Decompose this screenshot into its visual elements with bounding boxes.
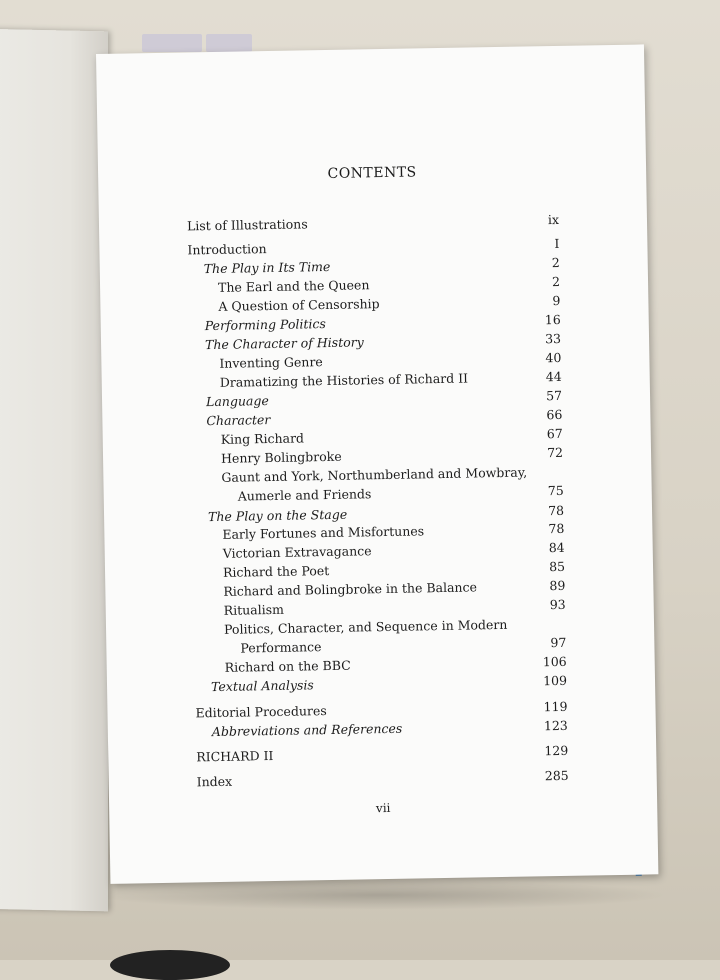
- toc-entry-title: Language: [205, 393, 269, 410]
- toc-entry-title: The Earl and the Queen: [217, 277, 370, 295]
- toc-entry-page: 33: [545, 330, 562, 347]
- toc-entry-page: 85: [548, 558, 566, 575]
- toc-entry-title: Ritualism: [223, 601, 285, 618]
- toc-entry-page: 57: [545, 387, 563, 404]
- toc-entry-title: Character: [206, 412, 271, 429]
- toc-entry-title: The Character of History: [204, 334, 364, 353]
- page-tab-marker: [142, 34, 202, 52]
- toc-entry-page: 75: [547, 482, 564, 499]
- toc-entry-page: 97: [550, 634, 567, 651]
- toc-entry-title: Index: [196, 773, 233, 790]
- toc-entry-title: Editorial Procedures: [195, 703, 327, 721]
- left-page-text: [0, 117, 10, 133]
- toc-entry-page: 84: [548, 539, 565, 556]
- toc-entry-title: Richard and Bolingbroke in the Balance: [223, 579, 478, 599]
- toc-entry-title: Inventing Genre: [219, 354, 323, 371]
- contents-page: [96, 44, 658, 883]
- toc-entry-title: Gaunt and York, Northumberland and Mowbray,: [221, 464, 528, 485]
- toc-entry-page: 119: [543, 698, 568, 715]
- toc-entry-title: RICHARD II: [196, 748, 274, 765]
- left-page-text: [0, 135, 10, 151]
- toc-entry-title: List of Illustrations: [186, 216, 308, 234]
- toc-entry-title: Richard on the BBC: [224, 657, 351, 675]
- toc-entry-title: Introduction: [187, 241, 267, 258]
- toc-entry-title: Textual Analysis: [210, 677, 314, 695]
- toc-entry-title: Aumerle and Friends: [237, 486, 372, 504]
- toc-entry: [99, 210, 647, 238]
- toc-entry-page: 67: [546, 425, 563, 442]
- toc-entry-title: Performing Politics: [204, 316, 326, 334]
- toc-entry-page: 2: [551, 254, 560, 271]
- toc-entry-title: The Play on the Stage: [207, 506, 348, 525]
- book-shadow: [90, 880, 670, 910]
- toc-entry-page: 44: [545, 368, 562, 385]
- toc-entry-title: Politics, Character, and Sequence in Modern: [223, 616, 508, 637]
- toc-entry-page: 78: [548, 502, 565, 519]
- toc-entry-page: 9: [552, 292, 561, 309]
- toc-entry-page: 93: [549, 596, 566, 613]
- page-tab-marker: [206, 34, 252, 52]
- toc-entry-page: 66: [546, 406, 563, 423]
- toc-entry-title: A Question of Censorship: [218, 296, 380, 314]
- toc-entry-title: Henry Bolingbroke: [220, 448, 342, 466]
- toc-entry: [108, 741, 656, 769]
- toc-entry-page: I: [554, 235, 560, 252]
- toc-entry-page: 78: [548, 520, 565, 537]
- toc-entry-title: King Richard: [220, 430, 305, 447]
- toc-entry-title: Abbreviations and References: [211, 720, 403, 740]
- dark-object: [110, 950, 230, 980]
- left-page-text: [0, 171, 10, 187]
- toc-entry-page: 129: [544, 742, 569, 759]
- toc-entry-title: Performance: [240, 639, 322, 656]
- toc-entry-page: 106: [542, 653, 567, 670]
- toc-entry-page: 16: [544, 311, 561, 328]
- toc-entry-title: The Play in Its Time: [203, 258, 331, 277]
- toc-entry-title: Early Fortunes and Misfortunes: [222, 523, 425, 542]
- toc-entry-page: 72: [546, 444, 564, 461]
- toc-entry-page: 123: [543, 717, 568, 734]
- toc-entry-page: 285: [544, 767, 569, 784]
- toc-entry-title: Richard the Poet: [222, 563, 330, 580]
- toc-entry-page: 89: [549, 577, 566, 594]
- toc-entry-page: 2: [551, 273, 561, 290]
- toc-entry-page: 109: [543, 672, 568, 689]
- toc-entry-page: 40: [545, 349, 562, 366]
- left-page: [0, 29, 108, 912]
- toc-entry: [109, 766, 657, 794]
- toc-entry-title: Victorian Extravagance: [222, 543, 372, 561]
- toc-entry-page: ix: [547, 211, 560, 228]
- page-number: vii: [375, 800, 391, 816]
- left-page-text: [0, 153, 10, 169]
- toc-entry-title: Dramatizing the Histories of Richard II: [219, 370, 469, 390]
- page-title: CONTENTS: [327, 164, 417, 182]
